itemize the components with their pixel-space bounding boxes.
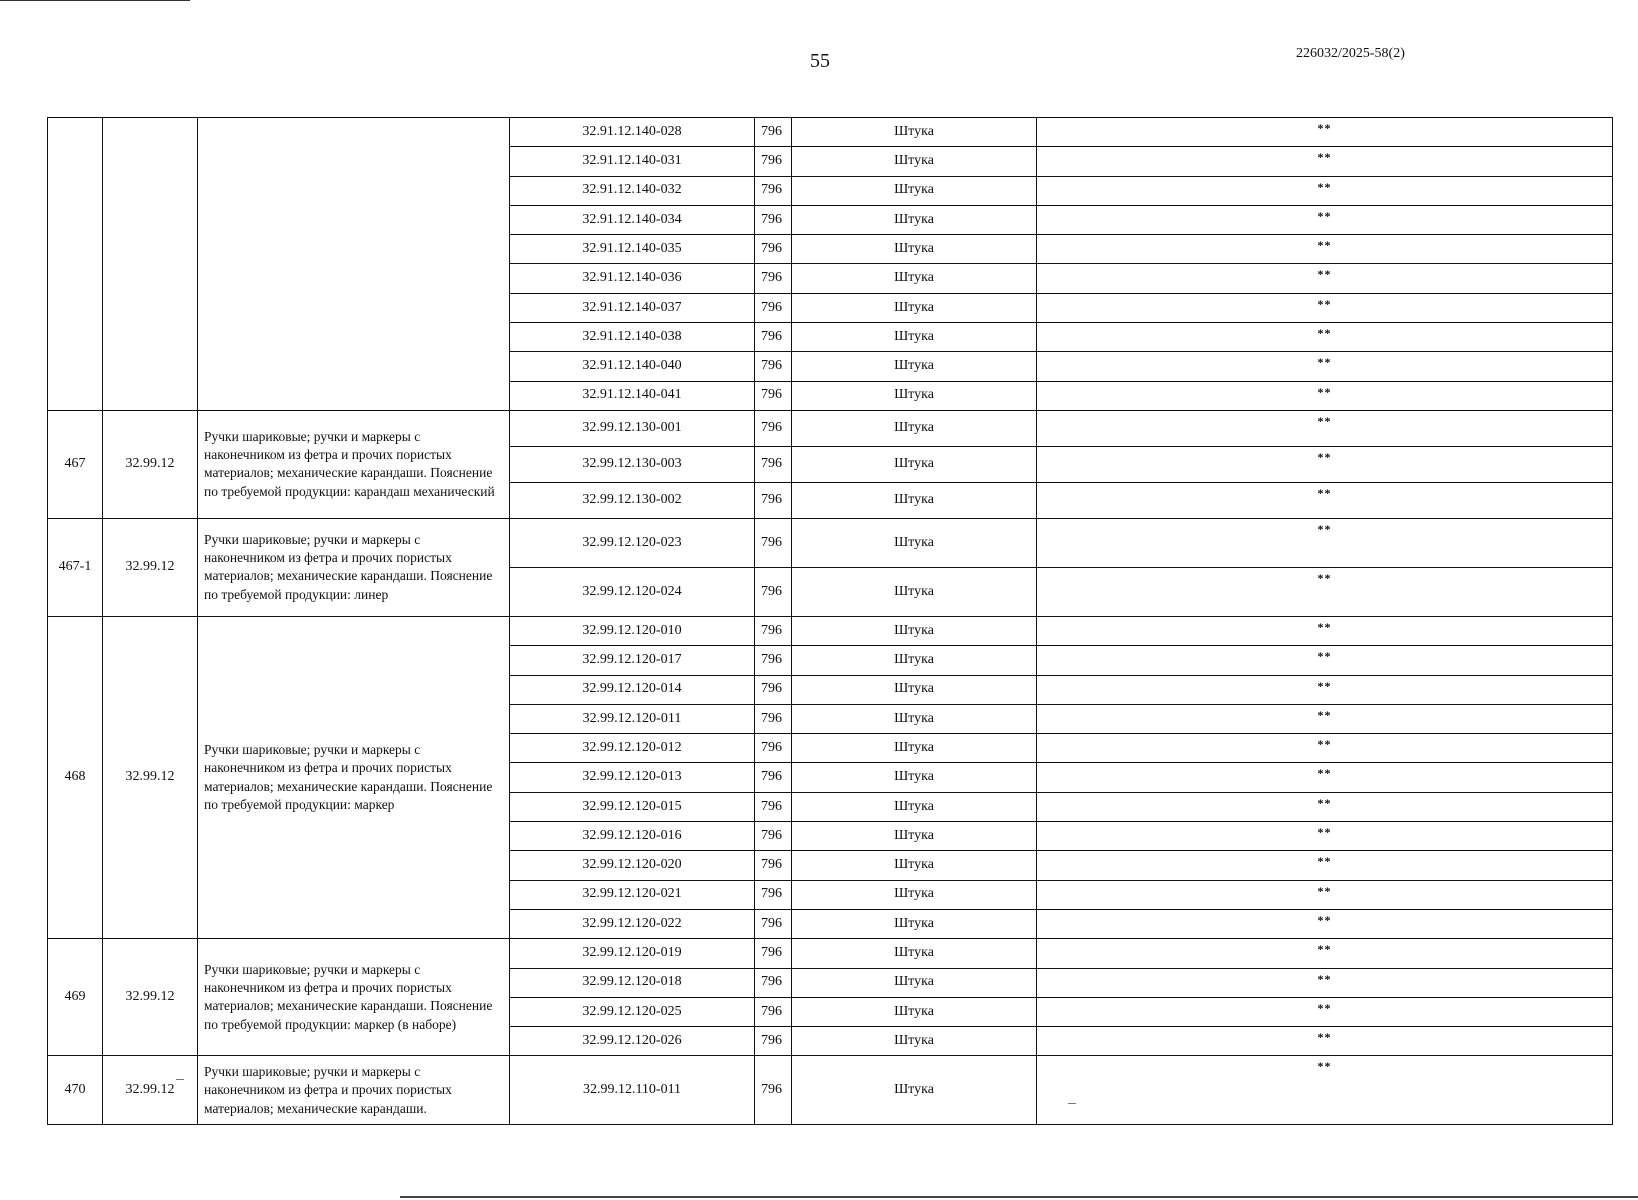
requirement-mark-cell: ** — [1037, 293, 1613, 322]
table-row — [48, 1056, 1613, 1125]
unit-name-cell: Штука — [792, 792, 1037, 821]
requirement-mark-cell: ** — [1037, 734, 1613, 763]
unit-name-cell: Штука — [792, 323, 1037, 352]
table-row — [48, 410, 1613, 446]
procurement-table-wrapper — [47, 117, 1612, 1125]
unit-name-cell: Штука — [792, 482, 1037, 518]
unit-name-cell: Штука — [792, 235, 1037, 264]
unit-name-cell: Штука — [792, 1056, 1037, 1125]
ktru-code-cell: 32.99.12.130-001 — [510, 410, 755, 446]
unit-name-cell: Штука — [792, 822, 1037, 851]
requirement-mark-cell: ** — [1037, 792, 1613, 821]
ktru-code-cell: 32.99.12.120-012 — [510, 734, 755, 763]
okei-code-cell: 796 — [755, 518, 792, 567]
okpd-code-cell: 32.99.12 — [103, 939, 198, 1056]
unit-name-cell: Штука — [792, 410, 1037, 446]
ktru-code-cell: 32.99.12.120-013 — [510, 763, 755, 792]
unit-name-cell: Штука — [792, 734, 1037, 763]
requirement-mark-cell: ** — [1037, 616, 1613, 645]
ktru-code-cell: 32.91.12.140-037 — [510, 293, 755, 322]
ktru-code-cell: 32.99.12.120-022 — [510, 909, 755, 938]
unit-name-cell: Штука — [792, 1027, 1037, 1056]
position-number-cell: 467 — [48, 410, 103, 518]
ktru-code-cell: 32.91.12.140-032 — [510, 176, 755, 205]
unit-name-cell: Штука — [792, 616, 1037, 645]
okei-code-cell: 796 — [755, 323, 792, 352]
unit-name-cell: Штука — [792, 675, 1037, 704]
unit-name-cell: Штука — [792, 205, 1037, 234]
unit-name-cell: Штука — [792, 763, 1037, 792]
requirement-mark-cell: ** — [1037, 482, 1613, 518]
table-row — [48, 118, 1613, 147]
ktru-code-cell: 32.99.12.120-010 — [510, 616, 755, 645]
okpd-code-cell: 32.99.12 — [103, 410, 198, 518]
requirement-mark-cell: ** — [1037, 909, 1613, 938]
ktru-code-cell: 32.91.12.140-041 — [510, 381, 755, 410]
ktru-code-cell: 32.99.12.120-018 — [510, 968, 755, 997]
requirement-mark-cell: ** — [1037, 675, 1613, 704]
okpd-code-cell: 32.99.12 — [103, 1056, 198, 1125]
okei-code-cell: 796 — [755, 763, 792, 792]
unit-name-cell: Штука — [792, 518, 1037, 567]
okei-code-cell: 796 — [755, 147, 792, 176]
requirement-mark-cell: ** — [1037, 323, 1613, 352]
unit-name-cell: Штука — [792, 381, 1037, 410]
ktru-code-cell: 32.99.12.120-025 — [510, 997, 755, 1026]
requirement-mark-cell: ** — [1037, 1056, 1613, 1125]
unit-name-cell: Штука — [792, 567, 1037, 616]
position-number-cell: 468 — [48, 616, 103, 938]
okei-code-cell: 796 — [755, 822, 792, 851]
ktru-code-cell: 32.99.12.120-023 — [510, 518, 755, 567]
requirement-mark-cell: ** — [1037, 822, 1613, 851]
position-number-cell: 469 — [48, 939, 103, 1056]
ktru-code-cell: 32.99.12.120-020 — [510, 851, 755, 880]
ktru-code-cell: 32.91.12.140-036 — [510, 264, 755, 293]
okei-code-cell: 796 — [755, 616, 792, 645]
requirement-mark-cell: ** — [1037, 1027, 1613, 1056]
unit-name-cell: Штука — [792, 264, 1037, 293]
requirement-mark-cell: ** — [1037, 176, 1613, 205]
okei-code-cell: 796 — [755, 880, 792, 909]
requirement-mark-cell: ** — [1037, 446, 1613, 482]
okei-code-cell: 796 — [755, 675, 792, 704]
unit-name-cell: Штука — [792, 147, 1037, 176]
requirement-mark-cell: ** — [1037, 381, 1613, 410]
product-description-cell — [198, 118, 510, 411]
unit-name-cell: Штука — [792, 352, 1037, 381]
requirement-mark-cell: ** — [1037, 939, 1613, 968]
ktru-code-cell: 32.99.12.120-026 — [510, 1027, 755, 1056]
scan-edge-line — [400, 1196, 1638, 1198]
requirement-mark-cell: ** — [1037, 235, 1613, 264]
ktru-code-cell: 32.99.12.120-021 — [510, 880, 755, 909]
requirement-mark-cell: ** — [1037, 851, 1613, 880]
requirement-mark-cell: ** — [1037, 763, 1613, 792]
okei-code-cell: 796 — [755, 446, 792, 482]
requirement-mark-cell: ** — [1037, 997, 1613, 1026]
procurement-table — [47, 117, 1613, 1125]
okei-code-cell: 796 — [755, 939, 792, 968]
scan-dash — [176, 1079, 184, 1080]
unit-name-cell: Штука — [792, 909, 1037, 938]
requirement-mark-cell: ** — [1037, 518, 1613, 567]
ktru-code-cell: 32.99.12.120-019 — [510, 939, 755, 968]
okei-code-cell: 796 — [755, 352, 792, 381]
okei-code-cell: 796 — [755, 264, 792, 293]
unit-name-cell: Штука — [792, 704, 1037, 733]
requirement-mark-cell: ** — [1037, 118, 1613, 147]
okei-code-cell: 796 — [755, 704, 792, 733]
ktru-code-cell: 32.99.12.120-014 — [510, 675, 755, 704]
product-description-cell: Ручки шариковые; ручки и маркеры с наконечником из фетра и прочих пористых материалов; механические карандаши. Пояснение по требуемой продукции: линер — [198, 518, 510, 616]
position-number-cell: 467-1 — [48, 518, 103, 616]
okei-code-cell: 796 — [755, 909, 792, 938]
requirement-mark-cell: ** — [1037, 264, 1613, 293]
product-description-cell: Ручки шариковые; ручки и маркеры с наконечником из фетра и прочих пористых материалов; механические карандаши. — [198, 1056, 510, 1125]
ktru-code-cell: 32.91.12.140-034 — [510, 205, 755, 234]
unit-name-cell: Штука — [792, 293, 1037, 322]
requirement-mark-cell: ** — [1037, 205, 1613, 234]
product-description-cell: Ручки шариковые; ручки и маркеры с наконечником из фетра и прочих пористых материалов; механические карандаши. Пояснение по требуемой продукции: карандаш механический — [198, 410, 510, 518]
okpd-code-cell: 32.99.12 — [103, 616, 198, 938]
okei-code-cell: 796 — [755, 567, 792, 616]
okei-code-cell: 796 — [755, 381, 792, 410]
okei-code-cell: 796 — [755, 205, 792, 234]
okei-code-cell: 796 — [755, 792, 792, 821]
ktru-code-cell: 32.99.12.110-011 — [510, 1056, 755, 1125]
ktru-code-cell: 32.91.12.140-031 — [510, 147, 755, 176]
okei-code-cell: 796 — [755, 1056, 792, 1125]
okei-code-cell: 796 — [755, 851, 792, 880]
okei-code-cell: 796 — [755, 176, 792, 205]
ktru-code-cell: 32.99.12.120-017 — [510, 646, 755, 675]
table-row — [48, 518, 1613, 567]
document-reference: 226032/2025-58(2) — [1296, 46, 1405, 61]
okei-code-cell: 796 — [755, 997, 792, 1026]
unit-name-cell: Штука — [792, 968, 1037, 997]
requirement-mark-cell: ** — [1037, 880, 1613, 909]
ktru-code-cell: 32.91.12.140-035 — [510, 235, 755, 264]
okei-code-cell: 796 — [755, 646, 792, 675]
ktru-code-cell: 32.99.12.130-002 — [510, 482, 755, 518]
ktru-code-cell: 32.99.12.120-016 — [510, 822, 755, 851]
okei-code-cell: 796 — [755, 482, 792, 518]
product-description-cell: Ручки шариковые; ручки и маркеры с наконечником из фетра и прочих пористых материалов; механические карандаши. Пояснение по требуемой продукции: маркер — [198, 616, 510, 938]
product-description-cell: Ручки шариковые; ручки и маркеры с наконечником из фетра и прочих пористых материалов; механические карандаши. Пояснение по требуемой продукции: маркер (в наборе) — [198, 939, 510, 1056]
ktru-code-cell: 32.99.12.120-024 — [510, 567, 755, 616]
okei-code-cell: 796 — [755, 118, 792, 147]
okei-code-cell: 796 — [755, 235, 792, 264]
position-number-cell — [48, 118, 103, 411]
unit-name-cell: Штука — [792, 880, 1037, 909]
unit-name-cell: Штука — [792, 176, 1037, 205]
table-row — [48, 939, 1613, 968]
requirement-mark-cell: ** — [1037, 410, 1613, 446]
okei-code-cell: 796 — [755, 410, 792, 446]
scan-dash — [1068, 1103, 1076, 1104]
scan-edge-line — [0, 0, 190, 1]
position-number-cell: 470 — [48, 1056, 103, 1125]
requirement-mark-cell: ** — [1037, 646, 1613, 675]
requirement-mark-cell: ** — [1037, 352, 1613, 381]
unit-name-cell: Штука — [792, 646, 1037, 675]
okpd-code-cell — [103, 118, 198, 411]
unit-name-cell: Штука — [792, 118, 1037, 147]
ktru-code-cell: 32.99.12.120-015 — [510, 792, 755, 821]
ktru-code-cell: 32.91.12.140-040 — [510, 352, 755, 381]
page-number: 55 — [810, 50, 830, 72]
table-body — [48, 118, 1613, 1125]
unit-name-cell: Штука — [792, 939, 1037, 968]
ktru-code-cell: 32.91.12.140-028 — [510, 118, 755, 147]
okei-code-cell: 796 — [755, 734, 792, 763]
unit-name-cell: Штука — [792, 446, 1037, 482]
okei-code-cell: 796 — [755, 968, 792, 997]
unit-name-cell: Штука — [792, 997, 1037, 1026]
requirement-mark-cell: ** — [1037, 147, 1613, 176]
okei-code-cell: 796 — [755, 293, 792, 322]
requirement-mark-cell: ** — [1037, 567, 1613, 616]
okei-code-cell: 796 — [755, 1027, 792, 1056]
ktru-code-cell: 32.91.12.140-038 — [510, 323, 755, 352]
ktru-code-cell: 32.99.12.120-011 — [510, 704, 755, 733]
requirement-mark-cell: ** — [1037, 968, 1613, 997]
okpd-code-cell: 32.99.12 — [103, 518, 198, 616]
ktru-code-cell: 32.99.12.130-003 — [510, 446, 755, 482]
table-row — [48, 616, 1613, 645]
unit-name-cell: Штука — [792, 851, 1037, 880]
requirement-mark-cell: ** — [1037, 704, 1613, 733]
